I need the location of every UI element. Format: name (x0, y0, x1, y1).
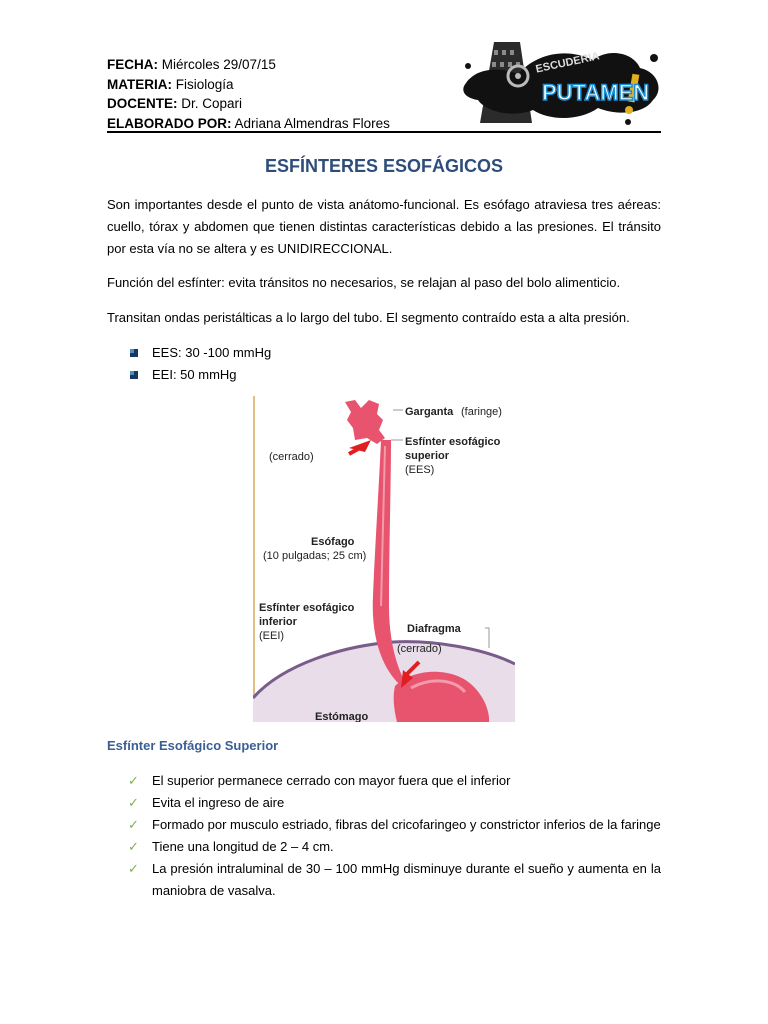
list-item: ✓ La presión intraluminal de 30 – 100 mmHg disminuye durante el sueño y aumenta en la maniobra de vasalva. (128, 858, 661, 902)
list-item: ✓ Formado por musculo estriado, fibras del cricofaringeo y constrictor inferios de la faringe (128, 814, 661, 836)
list-item: EES: 30 -100 mmHg (130, 342, 271, 364)
section-heading: Esfínter Esofágico Superior (107, 738, 279, 753)
label-esofago: Esófago (311, 536, 355, 548)
label-eei-2: inferior (259, 616, 297, 628)
list-item: ✓ Evita el ingreso de aire (128, 792, 661, 814)
label-cerrado-top: (cerrado) (269, 451, 314, 463)
label-faringe: (faringe) (461, 406, 502, 418)
label-garganta: Garganta (405, 406, 454, 418)
esophagus-diagram (253, 396, 515, 722)
check-mark-icon: ✓ (128, 861, 139, 876)
paragraph-intro: Son importantes desde el punto de vista anátomo-funcional. Es esófago atraviesa tres aéreas: cuello, tórax y abdomen que tienen distintas características debido a las presiones. El tránsito por esta vía no se altera y es UNIDIRECCIONAL. (107, 197, 661, 256)
pressure-list (130, 342, 271, 386)
square-bullet-icon (130, 371, 138, 379)
label-ees-2: superior (405, 450, 450, 462)
paragraph-ondas: Transitan ondas peristálticas a lo largo del tubo. El segmento contraído esta a alta presión. (107, 310, 630, 325)
page-title: ESFÍNTERES ESOFÁGICOS (264, 156, 504, 176)
meta-docente: DOCENTE: Dr. Copari (107, 96, 243, 111)
svg-text:ESCUDERIA: ESCUDERIA (534, 50, 601, 76)
label-estomago: Estómago (315, 711, 369, 722)
check-mark-icon: ✓ (128, 773, 139, 788)
document-meta (107, 55, 390, 133)
check-mark-icon: ✓ (128, 839, 139, 854)
list-item: ✓ El superior permanece cerrado con mayor fuera que el inferior (128, 770, 661, 792)
header-divider (107, 131, 661, 133)
check-mark-icon: ✓ (128, 817, 139, 832)
list-item: ✓ Tiene una longitud de 2 – 4 cm. (128, 836, 661, 858)
check-mark-icon: ✓ (128, 795, 139, 810)
square-bullet-icon (130, 349, 138, 357)
label-eei-1: Esfínter esofágico (259, 602, 355, 614)
label-esofago-size: (10 pulgadas; 25 cm) (263, 550, 367, 562)
meta-fecha: FECHA: Miércoles 29/07/15 (107, 57, 276, 72)
meta-materia: MATERIA: Fisiología (107, 76, 234, 92)
paragraph-funcion: Función del esfínter: evita tránsitos no necesarios, se relajan al paso del bolo alimenticio. (107, 275, 621, 290)
label-eei-3: (EEI) (259, 630, 285, 642)
meta-elaborado: ELABORADO POR: Adriana Almendras Flores (107, 115, 390, 131)
list-item: EEI: 50 mmHg (130, 364, 271, 386)
checklist (128, 770, 661, 902)
svg-text:PUTAMEN: PUTAMEN (542, 80, 650, 105)
label-ees-3: (EES) (405, 464, 435, 476)
label-diafragma: Diafragma (407, 623, 461, 635)
escuderia-putamen-logo (458, 38, 666, 126)
label-cerrado-bottom: (cerrado) (397, 643, 442, 655)
label-ees-1: Esfínter esofágico (405, 436, 501, 448)
